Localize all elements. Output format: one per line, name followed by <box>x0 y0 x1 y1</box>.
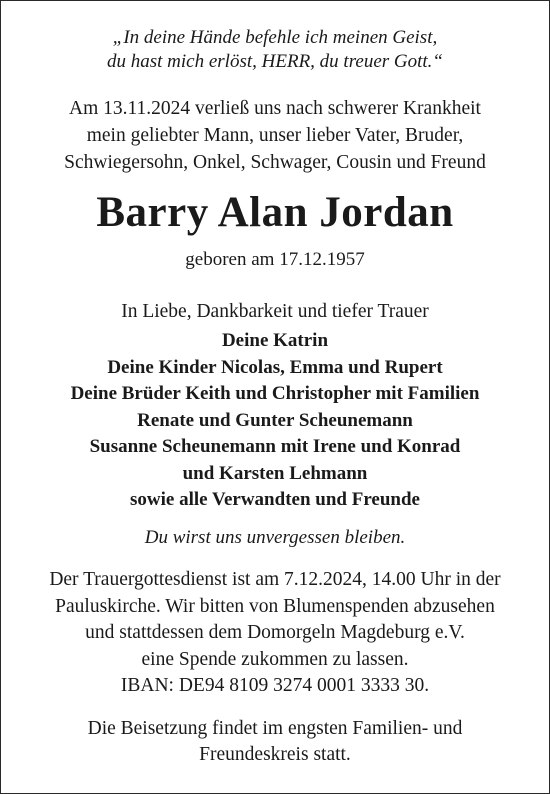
announcement-line: Schwiegersohn, Onkel, Schwager, Cousin und Freund <box>64 152 486 173</box>
verse-line: du hast mich erlöst, HERR, du treuer Gott.“ <box>107 51 443 72</box>
burial-info <box>1 716 549 768</box>
service-line: eine Spende zukommen zu lassen. <box>141 648 409 670</box>
service-line: Der Trauergottesdienst ist am 7.12.2024, 14.00 Uhr in der <box>49 569 501 590</box>
death-announcement <box>1 95 549 176</box>
announcement-line: Am 13.11.2024 verließ uns nach schwerer Krankheit <box>69 98 481 119</box>
birth-date: geboren am 17.12.1957 <box>185 249 365 270</box>
mourners-list <box>1 328 549 514</box>
service-line: und stattdessen dem Domorgeln Magdeburg e.V. <box>85 622 465 643</box>
announcement-line: mein geliebter Mann, unser lieber Vater, Bruder, <box>86 125 464 146</box>
funeral-service-info <box>1 567 549 700</box>
closing-phrase: Du wirst uns unvergessen bleiben. <box>144 527 406 548</box>
mourner-line: Susanne Scheunemann mit Irene und Konrad <box>89 436 461 457</box>
mourning-label: In Liebe, Dankbarkeit und tiefer Trauer <box>121 301 429 322</box>
burial-line: Freundeskreis statt. <box>199 744 351 765</box>
verse-line: „In deine Hände befehle ich meinen Geist, <box>112 27 438 48</box>
service-line: Pauluskirche. Wir bitten von Blumenspenden abzusehen <box>55 595 495 617</box>
mourner-line: Renate und Gunter Scheunemann <box>137 409 413 431</box>
bible-verse <box>1 26 549 74</box>
mourner-line: sowie alle Verwandten und Freunde <box>130 489 420 510</box>
mourner-line: Deine Kinder Nicolas, Emma und Rupert <box>107 356 443 378</box>
mourner-line: Deine Katrin <box>221 330 329 351</box>
mourner-line: und Karsten Lehmann <box>182 462 368 484</box>
iban-line: IBAN: DE94 8109 3274 0001 3333 30. <box>120 675 430 696</box>
burial-line: Die Beisetzung findet im engsten Familien- und <box>87 718 463 739</box>
mourner-line: Deine Brüder Keith und Christopher mit Familien <box>70 383 480 404</box>
deceased-name: Barry Alan Jordan <box>96 189 454 236</box>
